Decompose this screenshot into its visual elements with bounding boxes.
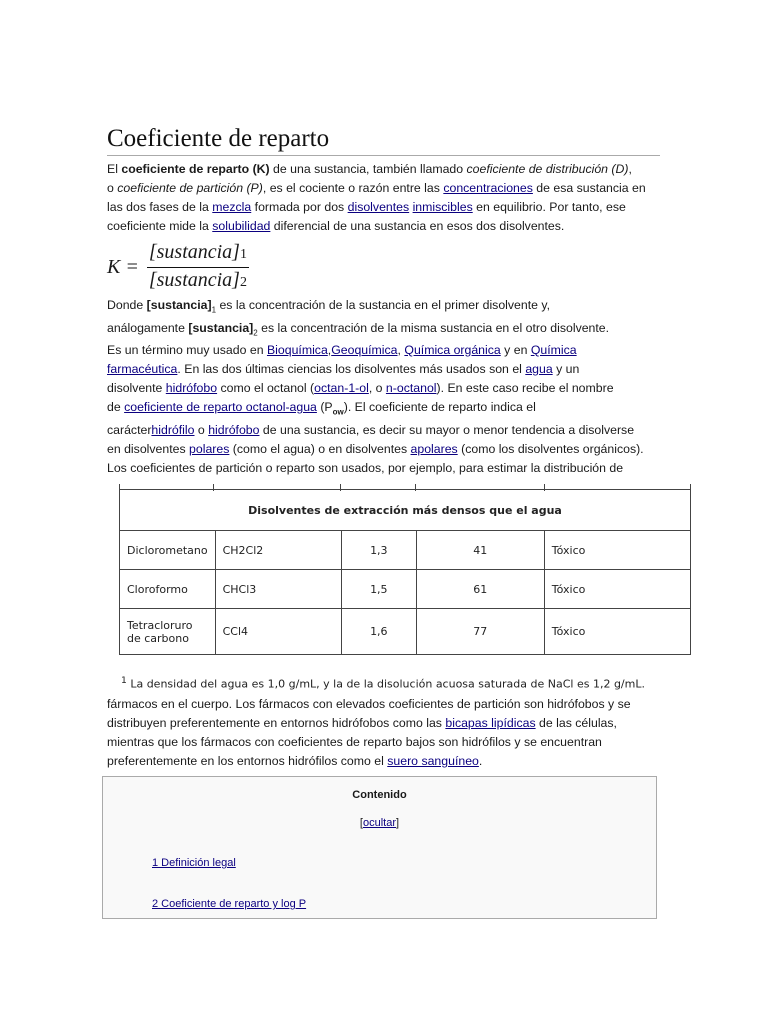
- text-line: fármacos en el cuerpo. Los fármacos con elevados coeficientes de partición son hidrófobos y se: [107, 697, 631, 711]
- table-row: [120, 570, 691, 609]
- toc-toggle: [103, 817, 656, 829]
- link-hidrofobo[interactable]: hidrófobo: [165, 381, 218, 395]
- cell-value: 61: [416, 570, 544, 609]
- link-suero-sanguineo[interactable]: suero sanguíneo: [387, 754, 479, 768]
- text: carácter: [107, 423, 152, 438]
- text: ). En este caso recibe el nombre: [436, 381, 614, 395]
- link-farmaceutica[interactable]: farmacéutica: [107, 362, 178, 376]
- link-bioquimica[interactable]: Bioquímica: [266, 343, 328, 357]
- numerator-sub: 1: [239, 247, 247, 262]
- formula-lhs: K =: [107, 256, 139, 278]
- cell-value: 41: [416, 531, 544, 570]
- text: es la concentración de la misma sustancia en el otro disolvente.: [257, 321, 610, 336]
- text: , es el cociente o razón entre las: [262, 181, 444, 195]
- toc-item-definicion-legal[interactable]: 1 Definición legal: [152, 857, 236, 869]
- text: análogamente: [107, 321, 189, 336]
- text: o: [107, 181, 118, 195]
- link-n-octanol[interactable]: n-octanol: [385, 381, 437, 395]
- text: distribuyen preferentemente en entornos hidrófobos como las: [107, 716, 446, 730]
- text: de esa sustancia en: [532, 181, 646, 195]
- text: Es un término muy usado en: [107, 343, 267, 357]
- intro-paragraph: [107, 160, 667, 236]
- italic-term: coeficiente de partición (P): [117, 181, 263, 195]
- bold-term: coeficiente de reparto (K): [121, 162, 270, 176]
- partition-formula: [107, 240, 249, 295]
- table-header-row: [120, 490, 691, 531]
- table-row: [120, 609, 691, 655]
- link-bicapas-lipidicas[interactable]: bicapas lipídicas: [445, 716, 536, 730]
- text: o: [194, 423, 209, 438]
- uses-paragraph: [107, 341, 667, 478]
- cell-formula: CCl4: [215, 609, 341, 655]
- toc-hide-link[interactable]: ocultar: [362, 817, 397, 829]
- denominator-text: [sustancia]: [148, 269, 240, 291]
- text: Donde: [107, 298, 147, 312]
- table-row: [120, 531, 691, 570]
- text: . En las dos últimas ciencias los disolventes más usados son el: [177, 362, 526, 376]
- text: y en: [500, 343, 531, 357]
- text: disolvente: [107, 381, 166, 395]
- cell-value: 77: [416, 609, 544, 655]
- table-of-contents: [102, 776, 657, 919]
- link-quimica-organica[interactable]: Química orgánica: [404, 343, 501, 357]
- cell-hazard: Tóxico: [544, 570, 690, 609]
- text: es la concentración de la sustancia en el primer disolvente y,: [216, 298, 551, 312]
- cell-name: Tetracloruro de carbono: [120, 609, 216, 655]
- link-apolares[interactable]: apolares: [410, 442, 458, 457]
- link-polares[interactable]: polares: [189, 442, 230, 457]
- denominator-sub: 2: [239, 275, 247, 290]
- text-line: mientras que los fármacos con coeficientes de reparto bajos son hidrófilos y se encuentran: [107, 735, 602, 749]
- link-concentraciones[interactable]: concentraciones: [443, 181, 533, 195]
- bold-term: [sustancia]: [188, 321, 254, 336]
- text: diferencial de una sustancia en esos dos disolventes.: [270, 219, 565, 233]
- page-title: Coeficiente de reparto: [107, 124, 660, 156]
- text: preferentemente en los entornos hidrófilos como el: [107, 754, 388, 768]
- link-inmiscibles[interactable]: inmiscibles: [412, 200, 473, 214]
- cell-name: Cloroformo: [120, 570, 216, 609]
- link-hidrofilo[interactable]: hidrófilo: [151, 423, 195, 438]
- cell-density: 1,3: [342, 531, 417, 570]
- text: y un: [552, 362, 580, 376]
- cell-name: Diclorometano: [120, 531, 216, 570]
- table-footnote: [121, 675, 645, 691]
- table-header: Disolventes de extracción más densos que el agua: [120, 490, 691, 531]
- subscript: 2: [253, 328, 258, 338]
- donde-paragraph: [107, 296, 667, 343]
- text: como el octanol (: [217, 381, 315, 395]
- text: (como los disolventes orgánicos).: [457, 442, 644, 457]
- text: coeficiente mide la: [107, 219, 213, 233]
- text: de las células,: [535, 716, 617, 730]
- cell-formula: CHCl3: [215, 570, 341, 609]
- footnote-text: La densidad del agua es 1,0 g/mL, y la de la disolución acuosa saturada de NaCl es 1,2 g/mL.: [130, 677, 645, 691]
- text: de una sustancia, también llamado: [269, 162, 467, 176]
- text: (como el agua) o en disolventes: [229, 442, 411, 457]
- toc-item-coeficiente-log-p[interactable]: 2 Coeficiente de reparto y log P: [152, 898, 307, 910]
- text: las dos fases de la: [107, 200, 213, 214]
- link-mezcla[interactable]: mezcla: [212, 200, 252, 214]
- pharma-paragraph: [107, 695, 667, 771]
- text: en disolventes: [107, 442, 190, 457]
- footnote-mark: 1: [121, 675, 127, 686]
- bracket: [: [359, 817, 363, 829]
- numerator-text: [sustancia]: [148, 241, 240, 263]
- cell-formula: CH2Cl2: [215, 531, 341, 570]
- solvents-table: [119, 489, 691, 655]
- link-coeficiente-octanol-agua[interactable]: coeficiente de reparto octanol-agua: [124, 400, 317, 414]
- cell-density: 1,5: [342, 570, 417, 609]
- link-disolventes[interactable]: disolventes: [347, 200, 410, 214]
- subscript: 1: [211, 305, 217, 315]
- text: de una sustancia, es decir su mayor o menor tendencia a disolverse: [259, 423, 635, 438]
- text: ,: [628, 162, 632, 176]
- cell-density: 1,6: [342, 609, 417, 655]
- text: ,: [327, 343, 332, 357]
- subscript: ow: [332, 407, 344, 417]
- text: El: [107, 162, 122, 176]
- link-solubilidad[interactable]: solubilidad: [212, 219, 271, 233]
- text: de: [107, 400, 125, 414]
- formula-denominator: [147, 268, 249, 295]
- bracket: ]: [396, 817, 400, 829]
- text: formada por dos: [251, 200, 348, 214]
- text: .: [478, 754, 483, 768]
- text: ). El coeficiente de reparto indica el: [343, 400, 536, 414]
- bold-term: [sustancia]: [146, 298, 212, 312]
- text: ,: [397, 343, 405, 357]
- formula-numerator: [147, 240, 249, 268]
- cell-hazard: Tóxico: [544, 609, 690, 655]
- formula-fraction: [147, 240, 249, 295]
- text: , o: [368, 381, 386, 395]
- toc-title: Contenido: [352, 789, 407, 801]
- text: en equilibrio. Por tanto, ese: [472, 200, 626, 214]
- text-line: Los coeficientes de partición o reparto son usados, por ejemplo, para estimar la distribución de: [107, 461, 624, 476]
- link-geoquimica[interactable]: Geoquímica: [331, 343, 398, 357]
- cell-hazard: Tóxico: [544, 531, 690, 570]
- link-hidrofobo-2[interactable]: hidrófobo: [208, 423, 260, 438]
- link-quimica-farmaceutica[interactable]: Química: [530, 343, 577, 357]
- link-agua[interactable]: agua: [525, 362, 553, 376]
- italic-term: coeficiente de distribución (D): [466, 162, 629, 176]
- link-octan-1-ol[interactable]: octan-1-ol: [314, 381, 369, 395]
- text: (P: [316, 400, 333, 414]
